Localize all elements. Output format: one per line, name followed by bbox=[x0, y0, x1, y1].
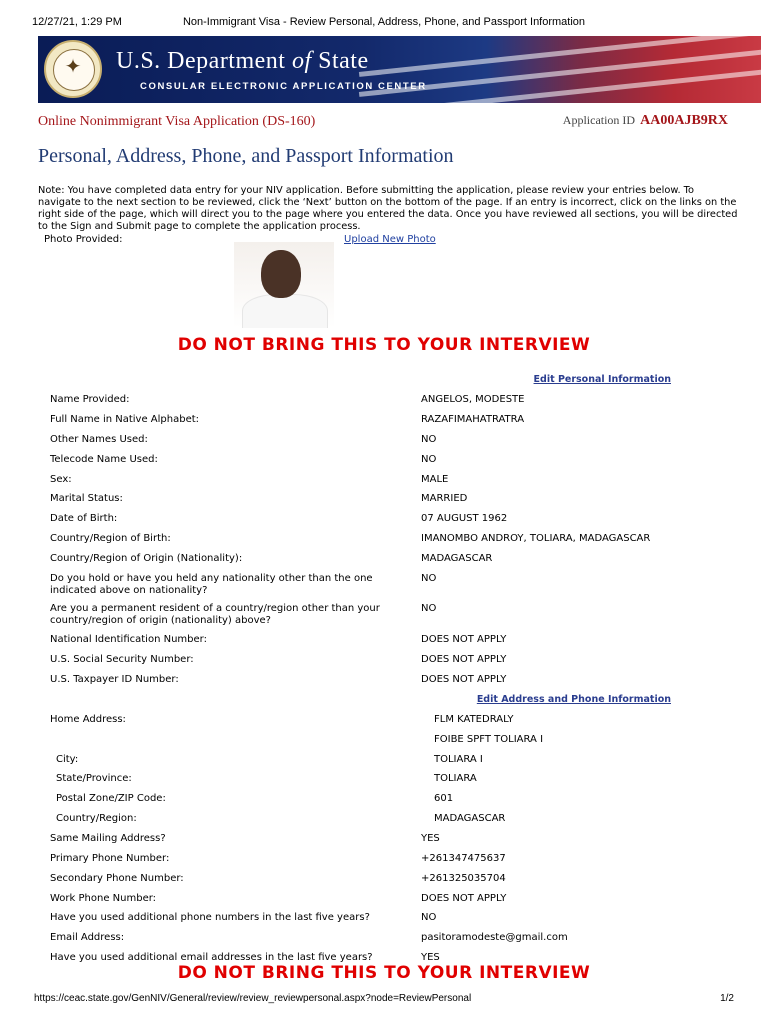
edit-personal-link[interactable]: Edit Personal Information bbox=[533, 374, 671, 385]
row-label: Country/Region of Origin (Nationality): bbox=[50, 553, 243, 564]
warning-banner-top: DO NOT BRING THIS TO YOUR INTERVIEW bbox=[177, 335, 591, 355]
row-value: MADAGASCAR bbox=[421, 553, 493, 564]
row-value: YES bbox=[421, 833, 440, 844]
row-label: State/Province: bbox=[56, 773, 132, 784]
edit-address-link[interactable]: Edit Address and Phone Information bbox=[476, 694, 671, 705]
row-label: Have you used additional phone numbers in the last five years? bbox=[50, 912, 370, 923]
row-value: 07 AUGUST 1962 bbox=[421, 513, 508, 524]
print-doc-title: Non-Immigrant Visa - Review Personal, Address, Phone, and Passport Information bbox=[182, 16, 586, 28]
row-label: Marital Status: bbox=[50, 493, 123, 504]
row-label: Name Provided: bbox=[50, 394, 130, 405]
row-value: FOIBE SPFT TOLIARA I bbox=[434, 734, 544, 745]
application-id-value: AA00AJB9RX bbox=[640, 113, 728, 128]
warning-banner-bottom: DO NOT BRING THIS TO YOUR INTERVIEW bbox=[177, 963, 591, 983]
row-label: Country/Region: bbox=[56, 813, 137, 824]
us-seal-icon: ✦ bbox=[44, 40, 102, 98]
row-label: Email Address: bbox=[50, 932, 125, 943]
row-value: RAZAFIMAHATRATRA bbox=[421, 414, 525, 425]
applicant-photo bbox=[234, 242, 334, 328]
row-value: IMANOMBO ANDROY, TOLIARA, MADAGASCAR bbox=[421, 533, 651, 544]
department-title: U.S. Department of State bbox=[116, 48, 369, 74]
page-title: Personal, Address, Phone, and Passport Information bbox=[38, 145, 454, 167]
application-title: Online Nonimmigrant Visa Application (DS-160) bbox=[38, 114, 316, 129]
page-number: 1/2 bbox=[720, 993, 734, 1004]
row-label: Same Mailing Address? bbox=[50, 833, 166, 844]
row-label: Date of Birth: bbox=[50, 513, 118, 524]
row-value: DOES NOT APPLY bbox=[421, 634, 507, 645]
row-value: TOLIARA bbox=[434, 773, 477, 784]
ceac-banner bbox=[38, 36, 761, 103]
row-label: Country/Region of Birth: bbox=[50, 533, 171, 544]
row-value: MADAGASCAR bbox=[434, 813, 506, 824]
row-label: U.S. Social Security Number: bbox=[50, 654, 194, 665]
row-label: Primary Phone Number: bbox=[50, 853, 170, 864]
row-label: Postal Zone/ZIP Code: bbox=[56, 793, 166, 804]
photo-label: Photo Provided: bbox=[44, 234, 123, 245]
row-value: pasitoramodeste@gmail.com bbox=[421, 932, 568, 943]
page-url: https://ceac.state.gov/GenNIV/General/review/review_reviewpersonal.aspx?node=ReviewPersonal bbox=[34, 993, 472, 1004]
row-value: TOLIARA I bbox=[434, 754, 483, 765]
row-label: National Identification Number: bbox=[50, 634, 207, 645]
application-id: Application ID AA00AJB9RX bbox=[562, 113, 728, 128]
row-value: NO bbox=[421, 603, 437, 614]
row-value: YES bbox=[421, 952, 440, 963]
print-datetime: 12/27/21, 1:29 PM bbox=[32, 16, 122, 28]
row-label: U.S. Taxpayer ID Number: bbox=[50, 674, 179, 685]
review-note: Note: You have completed data entry for your NIV application. Before submitting the application, please review your entries below. To navigate to the next section to be reviewed, click the ‘Next’ button on the bottom of the page. If an entry is incorrect, click on the links on the right side of the page, which will direct you to the page where you entered the data. Once you have reviewed all sections, you will be directed to the Sign and Submit page to complete the application process. bbox=[38, 185, 738, 232]
row-label: Other Names Used: bbox=[50, 434, 148, 445]
row-value: 601 bbox=[434, 793, 454, 804]
banner-subtitle: CONSULAR ELECTRONIC APPLICATION CENTER bbox=[140, 81, 427, 92]
row-label: Sex: bbox=[50, 474, 72, 485]
row-value: NO bbox=[421, 434, 437, 445]
row-value: DOES NOT APPLY bbox=[421, 674, 507, 685]
row-value: DOES NOT APPLY bbox=[421, 893, 507, 904]
row-value: ANGELOS, MODESTE bbox=[421, 394, 525, 405]
row-value: NO bbox=[421, 912, 437, 923]
print-footer bbox=[34, 993, 734, 1004]
row-label: City: bbox=[56, 754, 79, 765]
row-label: Home Address: bbox=[50, 714, 126, 725]
row-label: Work Phone Number: bbox=[50, 893, 157, 904]
print-header bbox=[32, 14, 736, 30]
row-value: DOES NOT APPLY bbox=[421, 654, 507, 665]
row-value: NO bbox=[421, 573, 437, 584]
row-label: Full Name in Native Alphabet: bbox=[50, 414, 200, 425]
row-label: Secondary Phone Number: bbox=[50, 873, 184, 884]
row-label: Do you hold or have you held any nationality other than the one indicated above on nationality? bbox=[50, 573, 373, 596]
row-value: NO bbox=[421, 454, 437, 465]
row-label: Are you a permanent resident of a country/region other than your country/region of origin (nationality) above? bbox=[50, 603, 380, 626]
row-value: +261325035704 bbox=[421, 873, 506, 884]
row-value: +261347475637 bbox=[421, 853, 506, 864]
row-label: Telecode Name Used: bbox=[50, 454, 158, 465]
row-label: Have you used additional email addresses in the last five years? bbox=[50, 952, 373, 963]
upload-photo-link[interactable]: Upload New Photo bbox=[344, 234, 436, 245]
row-value: MALE bbox=[421, 474, 449, 485]
row-value: FLM KATEDRALY bbox=[434, 714, 514, 725]
row-value: MARRIED bbox=[421, 493, 468, 504]
